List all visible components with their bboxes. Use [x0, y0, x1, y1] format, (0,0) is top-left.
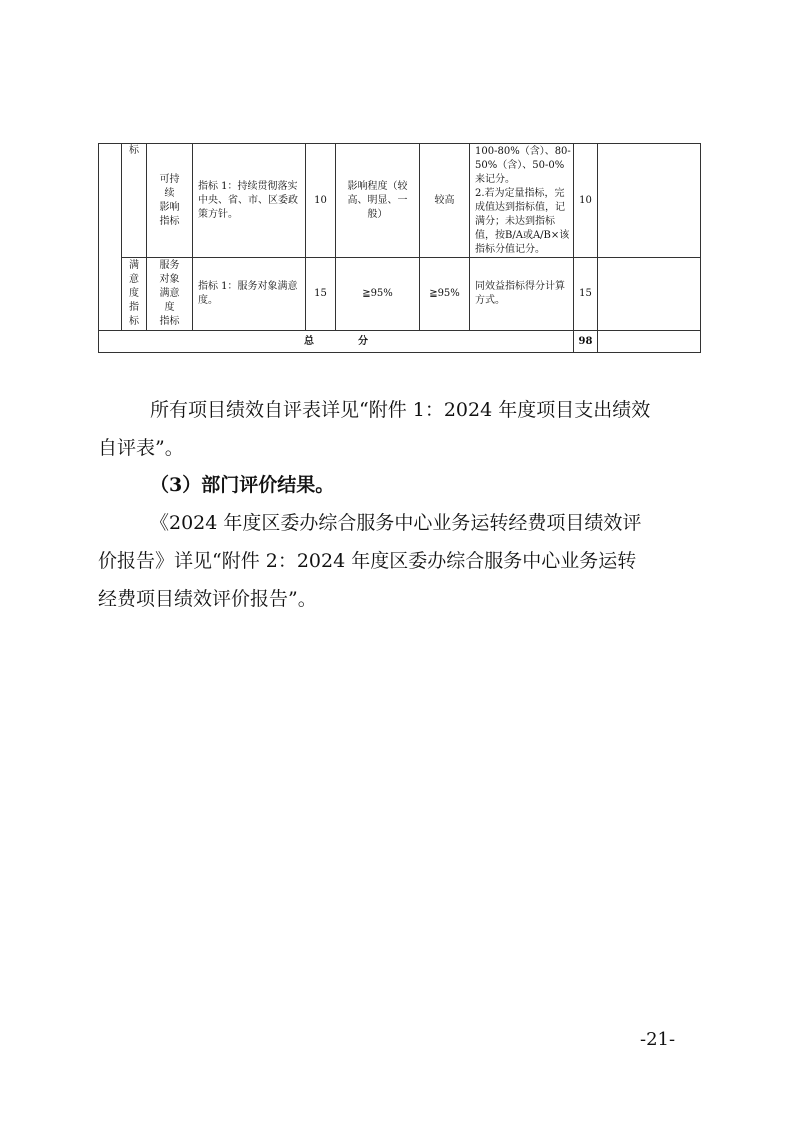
table-row: [99, 258, 701, 331]
section-heading: （3）部门评价结果。: [150, 474, 335, 496]
level3-cell: 服务 对象 满意 度 指标: [147, 258, 193, 331]
total-label-part1: 总: [304, 335, 314, 347]
method-cell: 100-80%（含）、80-50%（含）、50-0%来记分。 2.若为定量指标，完成值达到指标值，记满分；未达到指标值，按B/A或A/B×该指标分值记分。: [470, 144, 574, 258]
level2-cell: 满 意 度 指 标: [122, 258, 147, 331]
target-cell: 影响程度（较高、明显、一般）: [336, 144, 420, 258]
level3-cell: 可持 续 影响 指标: [147, 144, 193, 258]
remark-cell: [598, 258, 701, 331]
paragraph-line: 经费项目绩效评价报告”。: [98, 588, 317, 610]
actual-cell: 较高: [420, 144, 470, 258]
total-label-part2: 分: [358, 335, 368, 347]
score-cell: 10: [574, 144, 598, 258]
level1-cell: [99, 144, 122, 331]
score-cell: 15: [574, 258, 598, 331]
indicator-cell: 指标 1：服务对象满意度。: [193, 258, 306, 331]
actual-cell: ≧95%: [420, 258, 470, 331]
indicator-cell: 指标 1：持续贯彻落实中央、省、市、区委政策方针。: [193, 144, 306, 258]
target-cell: ≧95%: [336, 258, 420, 331]
paragraph-line: 价报告》详见“附件 2：2024 年度区委办综合服务中心业务运转: [98, 550, 637, 572]
total-remark-cell: [598, 331, 701, 353]
paragraph-line: 所有项目绩效自评表详见“附件 1：2024 年度项目支出绩效: [150, 399, 651, 421]
paragraph-line: 自评表”。: [98, 437, 184, 459]
total-label-cell: [99, 331, 574, 353]
level2-cell: 标: [122, 144, 147, 258]
paragraph-line: 《2024 年度区委办综合服务中心业务运转经费项目绩效评: [150, 512, 642, 534]
page-number: -21-: [640, 1029, 676, 1050]
performance-table: [98, 143, 701, 353]
weight-cell: 10: [306, 144, 336, 258]
total-row: [99, 331, 701, 353]
remark-cell: [598, 144, 701, 258]
weight-cell: 15: [306, 258, 336, 331]
total-score-cell: 98: [574, 331, 598, 353]
table-row: [99, 144, 701, 258]
method-cell: 同效益指标得分计算方式。: [470, 258, 574, 331]
